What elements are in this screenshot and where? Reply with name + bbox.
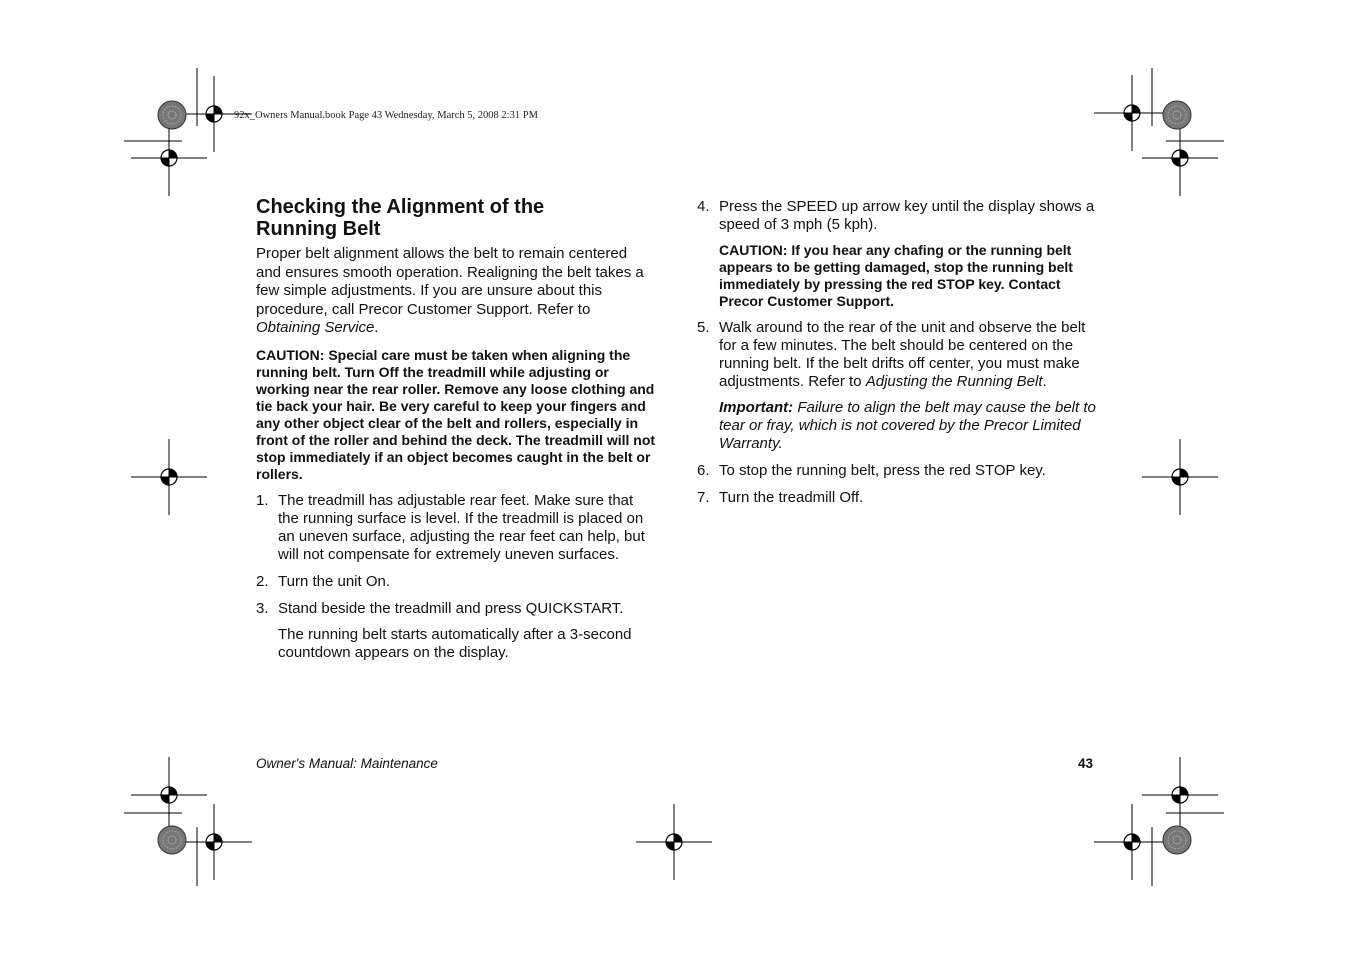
step-text [719, 319, 1097, 391]
list-item [697, 319, 1097, 453]
page-number: 43 [1078, 756, 1094, 771]
list-item [697, 198, 1097, 310]
footer-section-title: Owner's Manual: Maintenance [256, 756, 438, 771]
step-text: Turn the treadmill Off. [719, 489, 864, 506]
step-number: 7. [697, 489, 710, 506]
section-title: Checking the Alignment of the Running Belt [256, 196, 545, 240]
list-item [256, 492, 656, 564]
step-text: Stand beside the treadmill and press QUICKSTART. [278, 599, 624, 617]
list-item [256, 573, 656, 591]
intro-text: Proper belt alignment allows the belt to remain centered and ensures smooth operation. Realigning the belt takes a few simple adjustments. If you are unsure about this procedure, call Precor Customer Support. Refer to [256, 245, 644, 318]
step-number: 5. [697, 319, 710, 336]
list-item [697, 489, 1097, 507]
caution-note: CAUTION: Special care must be taken when aligning the running belt. Turn Off the treadmill while adjusting or working near the rear roller. Remove any loose clothing and tie back your hair. Be very careful to keep your fingers and any other object clear of the belt and rollers, especially in front of the roller and behind the deck. The treadmill will not stop immediately if an object becomes caught in the belt or rollers. [256, 346, 656, 482]
step-number: 4. [697, 198, 710, 215]
steps-list-right [697, 198, 1097, 507]
step-text: Press the SPEED up arrow key until the display shows a speed of 3 mph (5 kph). [719, 198, 1095, 233]
left-column [256, 196, 656, 671]
list-item [697, 462, 1097, 480]
cross-reference: Adjusting the Running Belt [865, 373, 1043, 390]
step-text: The treadmill has adjustable rear feet. Make sure that the running surface is level. If the treadmill is placed on an uneven surface, adjusting the rear feet can help, but will not compensate for extremely uneven surfaces. [278, 491, 645, 563]
caution-note: CAUTION: If you hear any chafing or the running belt appears to be getting damaged, stop the running belt immediately by pressing the red STOP key. Contact Precor Customer Support. [719, 242, 1073, 309]
step-text-end: . [1042, 373, 1047, 390]
step-number: 3. [256, 599, 269, 617]
print-slug: 92x_Owners Manual.book Page 43 Wednesday, March 5, 2008 2:31 PM [234, 110, 538, 121]
step-text: Turn the unit On. [278, 572, 391, 590]
step-number: 6. [697, 462, 710, 479]
registration-mark-mid-right [1142, 439, 1218, 515]
steps-list-left [256, 492, 656, 662]
registration-mark-bottom-center [636, 804, 712, 880]
registration-mark-mid-left [131, 439, 207, 515]
cross-reference: Obtaining Service [256, 319, 375, 337]
intro-paragraph [256, 245, 656, 338]
important-label: Important: [719, 399, 794, 416]
intro-end: . [374, 319, 379, 337]
registration-mark-top-left [124, 68, 252, 196]
important-note [719, 399, 1097, 453]
step-note: The running belt starts automatically after a 3-second countdown appears on the display. [278, 625, 632, 661]
step-number: 1. [256, 491, 269, 509]
registration-mark-top-right [1094, 68, 1224, 196]
list-item [256, 600, 656, 662]
right-column [697, 198, 1097, 516]
step-text-main: Walk around to the rear of the unit and observe the belt for a few minutes. The belt should be centered on the running belt. If the belt drifts off center, you must make adjustments. Refer to [719, 319, 1086, 390]
step-text: To stop the running belt, press the red STOP key. [719, 462, 1046, 479]
step-number: 2. [256, 572, 269, 590]
registration-mark-bottom-left [124, 757, 252, 886]
registration-mark-bottom-right [1094, 757, 1224, 886]
important-text: Failure to align the belt may cause the belt to tear or fray, which is not covered by the Precor Limited Warranty. [719, 399, 1096, 452]
